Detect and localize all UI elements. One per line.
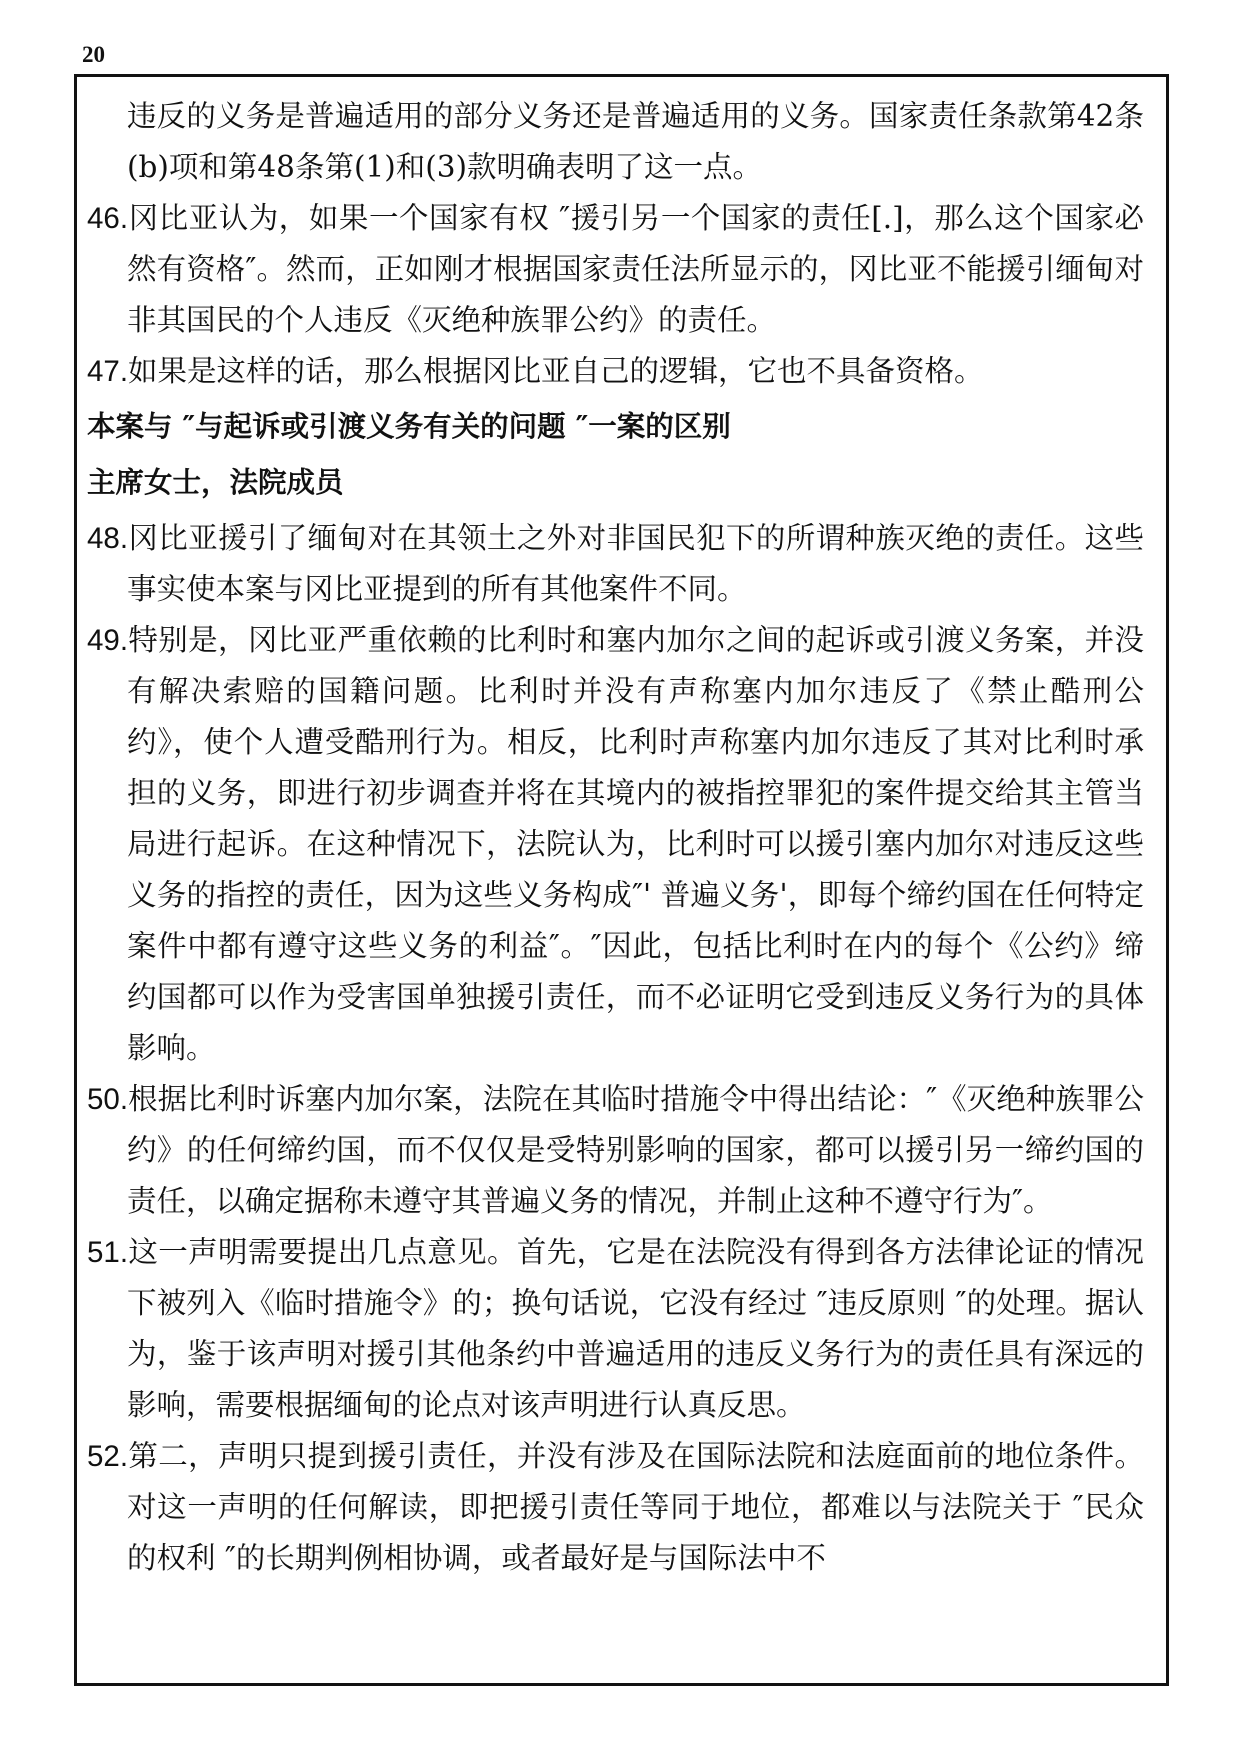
paragraph-51 [87, 1227, 1144, 1431]
paragraph-text: 特别是，冈比亚严重依赖的比利时和塞内加尔之间的起诉或引渡义务案，并没有解决索赔的国籍问题。比利时并没有声称塞内加尔违反了《禁止酷刑公约》，使个人遭受酷刑行为。相反，比利时声称塞内加尔违反了其对比利时承担的义务，即进行初步调查并将在其境内的被指控罪犯的案件提交给其主管当局进行起诉。在这种情况下，法院认为，比利时可以援引塞内加尔对违反这些义务的指控的责任，因为这些义务构成″' 普遍义务'，即每个缔约国在任何特定案件中都有遵守这些义务的利益″。″因此，包括比利时在内的每个《公约》缔约国都可以作为受害国单独援引责任，而不必证明它受到违反义务行为的具体影响。 [127, 623, 1144, 1065]
paragraph-number: 52. [87, 1440, 129, 1473]
page-number: 20 [82, 42, 105, 67]
address-heading: 主席女士，法院成员 [87, 466, 344, 499]
paragraph-text: 冈比亚援引了缅甸对在其领土之外对非国民犯下的所谓种族灭绝的责任。这些事实使本案与冈比亚提到的所有其他案件不同。 [127, 521, 1144, 606]
paragraph-47 [87, 346, 1144, 397]
paragraph-number: 47. [87, 355, 129, 388]
paragraph-number: 49. [87, 624, 129, 657]
paragraph-text: 根据比利时诉塞内加尔案，法院在其临时措施令中得出结论：″《灭绝种族罪公约》的任何缔约国，而不仅仅是受特别影响的国家，都可以援引另一缔约国的责任，以确定据称未遵守其普遍义务的情况，并制止这种不遵守行为″。 [127, 1082, 1144, 1218]
paragraph-52 [87, 1431, 1144, 1584]
paragraph-number: 48. [87, 522, 129, 555]
paragraph-49 [87, 615, 1144, 1074]
document-frame [74, 74, 1169, 1686]
paragraph-text: 冈比亚认为，如果一个国家有权 ″援引另一个国家的责任[.]，那么这个国家必然有资格″。然而，正如刚才根据国家责任法所显示的，冈比亚不能援引缅甸对非其国民的个人违反《灭绝种族罪公约》的责任。 [127, 201, 1144, 337]
paragraph-text: 这一声明需要提出几点意见。首先，它是在法院没有得到各方法律论证的情况下被列入《临时措施令》的；换句话说，它没有经过 ″违反原则 ″的处理。据认为，鉴于该声明对援引其他条约中普遍适用的违反义务行为的责任具有深远的影响，需要根据缅甸的论点对该声明进行认真反思。 [127, 1235, 1144, 1422]
paragraph-46 [87, 193, 1144, 346]
paragraph-number: 50. [87, 1083, 129, 1116]
paragraph-number: 51. [87, 1236, 129, 1269]
section-heading: 本案与 ″与起诉或引渡义务有关的问题 ″一案的区别 [87, 410, 731, 443]
paragraph-number: 46. [87, 202, 129, 235]
paragraph-text: 如果是这样的话，那么根据冈比亚自己的逻辑，它也不具备资格。 [128, 354, 984, 388]
paragraph-text: 第二，声明只提到援引责任，并没有涉及在国际法院和法庭面前的地位条件。对这一声明的任何解读，即把援引责任等同于地位，都难以与法院关于 ″民众的权利 ″的长期判例相协调，或者最好是与国际法中不 [127, 1439, 1144, 1575]
paragraph-50 [87, 1074, 1144, 1227]
continuation-paragraph: 违反的义务是普遍适用的部分义务还是普遍适用的义务。国家责任条款第42条(b)项和第48条第(1)和(3)款明确表明了这一点。 [127, 99, 1144, 184]
paragraph-48 [87, 513, 1144, 615]
